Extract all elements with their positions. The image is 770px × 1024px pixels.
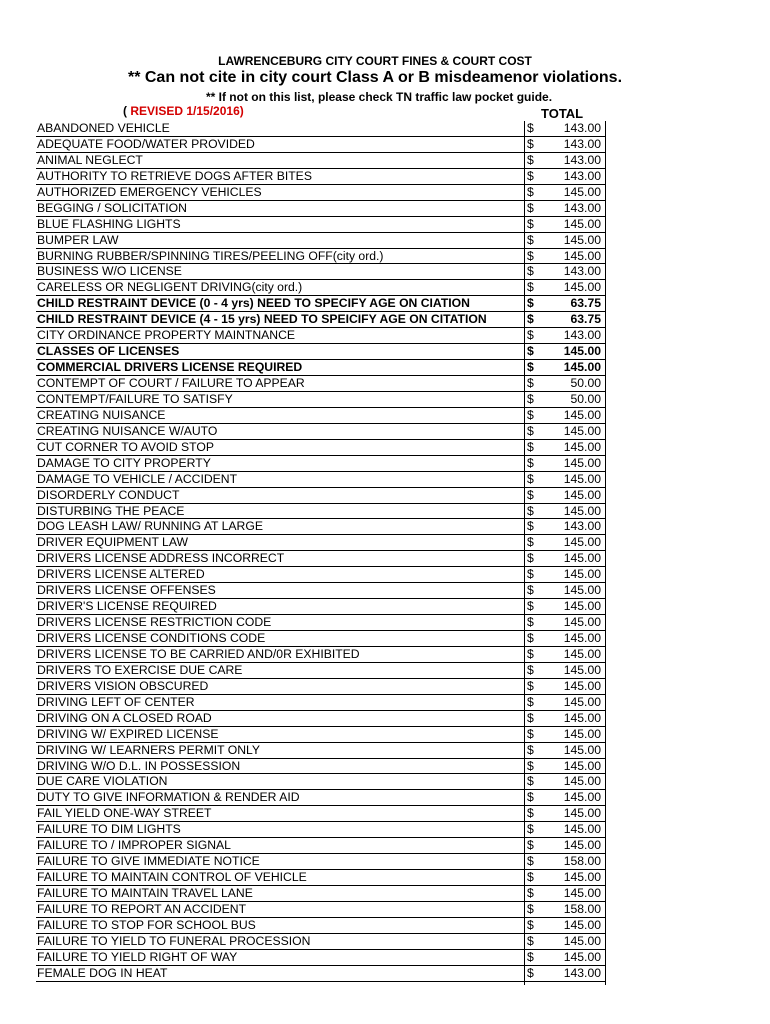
dollar-column-border (524, 121, 525, 985)
table-row (36, 822, 606, 838)
fine-amount: 145.00 (563, 949, 601, 964)
currency-symbol: $ (527, 646, 534, 661)
currency-symbol: $ (527, 535, 534, 550)
fine-amount: 145.00 (563, 710, 601, 725)
fine-amount: 143.00 (563, 121, 601, 135)
violation-name: DRIVERS LICENSE RESTRICTION CODE (37, 615, 272, 630)
fine-amount: 145.00 (563, 870, 601, 885)
fine-amount: 145.00 (563, 535, 601, 550)
violation-name: BLUE FLASHING LIGHTS (37, 216, 181, 231)
currency-symbol: $ (527, 200, 534, 215)
table-row (36, 711, 606, 727)
table-row (36, 280, 606, 296)
fine-amount: 143.00 (563, 965, 601, 980)
table-row (36, 966, 606, 982)
currency-symbol: $ (527, 662, 534, 677)
fine-amount: 145.00 (563, 280, 601, 295)
table-row (36, 408, 606, 424)
fine-amount: 158.00 (563, 854, 601, 869)
violation-name: FEMALE DOG IN HEAT (37, 965, 168, 980)
currency-symbol: $ (527, 838, 534, 853)
fine-amount: 145.00 (563, 216, 601, 231)
violation-name: DRIVER'S LICENSE REQUIRED (37, 599, 217, 614)
violation-name: AUTHORITY TO RETRIEVE DOGS AFTER BITES (37, 168, 312, 183)
fine-amount: 143.00 (563, 168, 601, 183)
fine-amount: 145.00 (563, 678, 601, 693)
fine-amount: 63.75 (570, 296, 601, 311)
revision-line (123, 104, 244, 118)
fine-amount: 145.00 (563, 662, 601, 677)
table-row (36, 615, 606, 631)
fine-amount: 145.00 (563, 615, 601, 630)
fine-amount: 143.00 (563, 264, 601, 279)
currency-symbol: $ (527, 710, 534, 725)
fine-amount: 145.00 (563, 694, 601, 709)
violation-name: DRIVING W/ LEARNERS PERMIT ONLY (37, 742, 261, 757)
currency-symbol: $ (527, 615, 534, 630)
violation-name: DRIVERS TO EXERCISE DUE CARE (37, 662, 243, 677)
currency-symbol: $ (527, 152, 534, 167)
currency-symbol: $ (527, 519, 534, 534)
violation-name: CREATING NUISANCE (37, 407, 166, 422)
currency-symbol: $ (527, 184, 534, 199)
violation-name: DRIVERS LICENSE CONDITIONS CODE (37, 631, 266, 645)
document-title: LAWRENCEBURG CITY COURT FINES & COURT COST (218, 54, 532, 68)
violation-name: BURNING RUBBER/SPINNING TIRES/PEELING OFF(city ord.) (37, 248, 384, 263)
table-row (36, 153, 606, 169)
fine-amount: 145.00 (563, 567, 601, 582)
pocket-guide-note: ** If not on this list, please check TN traffic law pocket guide. (205, 90, 553, 104)
violation-name: DRIVERS LICENSE TO BE CARRIED AND/0R EXHIBITED (37, 646, 360, 661)
table-row (36, 504, 606, 520)
table-row (36, 392, 606, 408)
currency-symbol: $ (527, 232, 534, 247)
currency-symbol: $ (527, 487, 534, 502)
fine-amount: 145.00 (563, 344, 601, 359)
fine-amount: 145.00 (563, 248, 601, 263)
fine-amount: 50.00 (570, 391, 601, 406)
fine-amount: 158.00 (563, 901, 601, 916)
currency-symbol: $ (527, 854, 534, 869)
currency-symbol: $ (527, 790, 534, 805)
table-row (36, 567, 606, 583)
fine-amount: 145.00 (563, 599, 601, 614)
violation-name: DRIVERS LICENSE ADDRESS INCORRECT (37, 551, 285, 566)
violation-name: DISTURBING THE PEACE (37, 503, 185, 518)
table-row (36, 296, 606, 312)
table-row (36, 950, 606, 966)
table-row (36, 249, 606, 265)
table-row (36, 918, 606, 934)
fine-amount: 145.00 (563, 790, 601, 805)
fine-amount: 143.00 (563, 152, 601, 167)
currency-symbol: $ (527, 965, 534, 980)
table-row (36, 790, 606, 806)
violation-name: CUT CORNER TO AVOID STOP (37, 439, 214, 454)
fine-amount: 63.75 (570, 312, 601, 327)
fine-amount: 145.00 (563, 646, 601, 661)
table-row (36, 201, 606, 217)
fine-amount: 145.00 (563, 184, 601, 199)
table-row (36, 169, 606, 185)
currency-symbol: $ (527, 248, 534, 263)
violation-name: FAILURE TO MAINTAIN CONTROL OF VEHICLE (37, 870, 307, 885)
currency-symbol: $ (527, 455, 534, 470)
fine-amount: 145.00 (563, 360, 601, 375)
fine-amount: 145.00 (563, 758, 601, 773)
currency-symbol: $ (527, 280, 534, 295)
currency-symbol: $ (527, 933, 534, 948)
currency-symbol: $ (527, 886, 534, 900)
violation-name: DRIVING W/O D.L. IN POSSESSION (37, 758, 241, 773)
violation-name: FAIL YIELD ONE-WAY STREET (37, 806, 212, 821)
fines-table (36, 121, 606, 982)
currency-symbol: $ (527, 870, 534, 885)
currency-symbol: $ (527, 949, 534, 964)
table-row (36, 934, 606, 950)
table-row (36, 440, 606, 456)
fine-amount: 145.00 (563, 806, 601, 821)
fine-amount: 50.00 (570, 376, 601, 390)
table-row (36, 631, 606, 647)
violation-name: DOG LEASH LAW/ RUNNING AT LARGE (37, 519, 263, 534)
violation-name: ADEQUATE FOOD/WATER PROVIDED (37, 136, 255, 151)
currency-symbol: $ (527, 503, 534, 518)
table-row (36, 328, 606, 344)
fine-amount: 145.00 (563, 917, 601, 932)
revision-open: ( (123, 104, 131, 118)
table-row (36, 774, 606, 790)
fine-amount: 145.00 (563, 631, 601, 645)
fine-amount: 145.00 (563, 774, 601, 789)
table-row (36, 663, 606, 679)
currency-symbol: $ (527, 822, 534, 837)
violation-name: COMMERCIAL DRIVERS LICENSE REQUIRED (37, 360, 303, 375)
fine-amount: 145.00 (563, 487, 601, 502)
table-row (36, 551, 606, 567)
currency-symbol: $ (527, 551, 534, 566)
table-row (36, 233, 606, 249)
fine-amount: 145.00 (563, 583, 601, 598)
violation-name: FAILURE TO STOP FOR SCHOOL BUS (37, 917, 256, 932)
violation-name: DRIVER EQUIPMENT LAW (37, 535, 189, 550)
violation-name: BEGGING / SOLICITATION (37, 200, 187, 215)
violation-name: CITY ORDINANCE PROPERTY MAINTNANCE (37, 328, 296, 343)
currency-symbol: $ (527, 121, 534, 135)
violation-name: BUMPER LAW (37, 232, 119, 247)
currency-symbol: $ (527, 344, 534, 359)
currency-symbol: $ (527, 758, 534, 773)
violation-name: FAILURE TO DIM LIGHTS (37, 822, 181, 837)
fine-amount: 145.00 (563, 471, 601, 486)
table-row (36, 424, 606, 440)
fine-amount: 145.00 (563, 838, 601, 853)
table-row (36, 806, 606, 822)
fine-amount: 145.00 (563, 407, 601, 422)
currency-symbol: $ (527, 726, 534, 741)
violation-name: FAILURE TO MAINTAIN TRAVEL LANE (37, 886, 253, 900)
fine-amount: 145.00 (563, 503, 601, 518)
currency-symbol: $ (527, 168, 534, 183)
violation-name: DRIVING W/ EXPIRED LICENSE (37, 726, 219, 741)
currency-symbol: $ (527, 360, 534, 375)
table-row (36, 599, 606, 615)
table-right-border (605, 121, 606, 985)
table-row (36, 902, 606, 918)
fine-amount: 145.00 (563, 742, 601, 757)
table-row (36, 456, 606, 472)
currency-symbol: $ (527, 678, 534, 693)
fine-amount: 145.00 (563, 439, 601, 454)
table-row (36, 488, 606, 504)
table-row (36, 217, 606, 233)
currency-symbol: $ (527, 423, 534, 438)
fine-amount: 145.00 (563, 822, 601, 837)
violation-name: DAMAGE TO CITY PROPERTY (37, 455, 211, 470)
currency-symbol: $ (527, 296, 534, 311)
currency-symbol: $ (527, 583, 534, 598)
table-row (36, 376, 606, 392)
currency-symbol: $ (527, 917, 534, 932)
violation-name: CARELESS OR NEGLIGENT DRIVING(city ord.) (37, 280, 303, 295)
fine-amount: 143.00 (563, 200, 601, 215)
violation-name: AUTHORIZED EMERGENCY VEHICLES (37, 184, 262, 199)
fine-amount: 145.00 (563, 232, 601, 247)
violation-name: CONTEMPT OF COURT / FAILURE TO APPEAR (37, 376, 305, 390)
table-row (36, 854, 606, 870)
table-row (36, 264, 606, 280)
fine-amount: 145.00 (563, 886, 601, 900)
revision-date: REVISED 1/15/2016) (130, 104, 244, 118)
currency-symbol: $ (527, 439, 534, 454)
currency-symbol: $ (527, 264, 534, 279)
violation-name: DUTY TO GIVE INFORMATION & RENDER AID (37, 790, 300, 805)
table-row (36, 519, 606, 535)
violation-name: DRIVING ON A CLOSED ROAD (37, 710, 212, 725)
violation-name: DRIVERS LICENSE ALTERED (37, 567, 205, 582)
currency-symbol: $ (527, 216, 534, 231)
violation-name: CHILD RESTRAINT DEVICE (4 - 15 yrs) NEED TO SPEICIFY AGE ON CITATION (37, 312, 487, 327)
table-row (36, 838, 606, 854)
fine-amount: 145.00 (563, 423, 601, 438)
table-row (36, 759, 606, 775)
total-column-header: TOTAL (541, 106, 584, 121)
table-row (36, 312, 606, 328)
violation-name: ANIMAL NEGLECT (37, 152, 143, 167)
violation-name: CLASSES OF LICENSES (37, 344, 180, 359)
violation-name: FAILURE TO GIVE IMMEDIATE NOTICE (37, 854, 260, 869)
table-row (36, 743, 606, 759)
fine-amount: 143.00 (563, 328, 601, 343)
currency-symbol: $ (527, 567, 534, 582)
table-row (36, 583, 606, 599)
violation-name: DUE CARE VIOLATION (37, 774, 168, 789)
fine-amount: 145.00 (563, 933, 601, 948)
violation-name: DRIVING LEFT OF CENTER (37, 694, 195, 709)
currency-symbol: $ (527, 407, 534, 422)
violation-name: FAILURE TO REPORT AN ACCIDENT (37, 901, 247, 916)
currency-symbol: $ (527, 774, 534, 789)
fine-amount: 143.00 (563, 519, 601, 534)
violation-name: FAILURE TO YIELD TO FUNERAL PROCESSION (37, 933, 311, 948)
currency-symbol: $ (527, 806, 534, 821)
currency-symbol: $ (527, 631, 534, 645)
violation-name: ABANDONED VEHICLE (37, 121, 170, 135)
fine-amount: 145.00 (563, 551, 601, 566)
violation-name: DISORDERLY CONDUCT (37, 487, 180, 502)
violation-name: CHILD RESTRAINT DEVICE (0 - 4 yrs) NEED TO SPECIFY AGE ON CIATION (37, 296, 470, 311)
currency-symbol: $ (527, 376, 534, 390)
table-row (36, 870, 606, 886)
table-row (36, 472, 606, 488)
currency-symbol: $ (527, 599, 534, 614)
violation-name: DAMAGE TO VEHICLE / ACCIDENT (37, 471, 238, 486)
table-row (36, 344, 606, 360)
currency-symbol: $ (527, 391, 534, 406)
table-row (36, 727, 606, 743)
violation-name: DRIVERS VISION OBSCURED (37, 678, 209, 693)
class-warning: ** Can not cite in city court Class A or B misdeamenor violations. (127, 69, 623, 86)
fine-amount: 145.00 (563, 455, 601, 470)
violation-name: BUSINESS W/O LICENSE (37, 264, 182, 279)
table-row (36, 535, 606, 551)
table-row (36, 679, 606, 695)
violation-name: FAILURE TO YIELD RIGHT OF WAY (37, 949, 238, 964)
table-row (36, 185, 606, 201)
table-row (36, 886, 606, 902)
currency-symbol: $ (527, 742, 534, 757)
violation-name: FAILURE TO / IMPROPER SIGNAL (37, 838, 231, 853)
currency-symbol: $ (527, 312, 534, 327)
fine-amount: 143.00 (563, 136, 601, 151)
table-row (36, 647, 606, 663)
table-row (36, 121, 606, 137)
currency-symbol: $ (527, 471, 534, 486)
table-row (36, 137, 606, 153)
violation-name: CREATING NUISANCE W/AUTO (37, 423, 218, 438)
currency-symbol: $ (527, 694, 534, 709)
violation-name: DRIVERS LICENSE OFFENSES (37, 583, 216, 598)
currency-symbol: $ (527, 901, 534, 916)
currency-symbol: $ (527, 328, 534, 343)
violation-name: CONTEMPT/FAILURE TO SATISFY (37, 391, 233, 406)
currency-symbol: $ (527, 136, 534, 151)
fine-amount: 145.00 (563, 726, 601, 741)
table-row (36, 360, 606, 376)
table-row (36, 695, 606, 711)
